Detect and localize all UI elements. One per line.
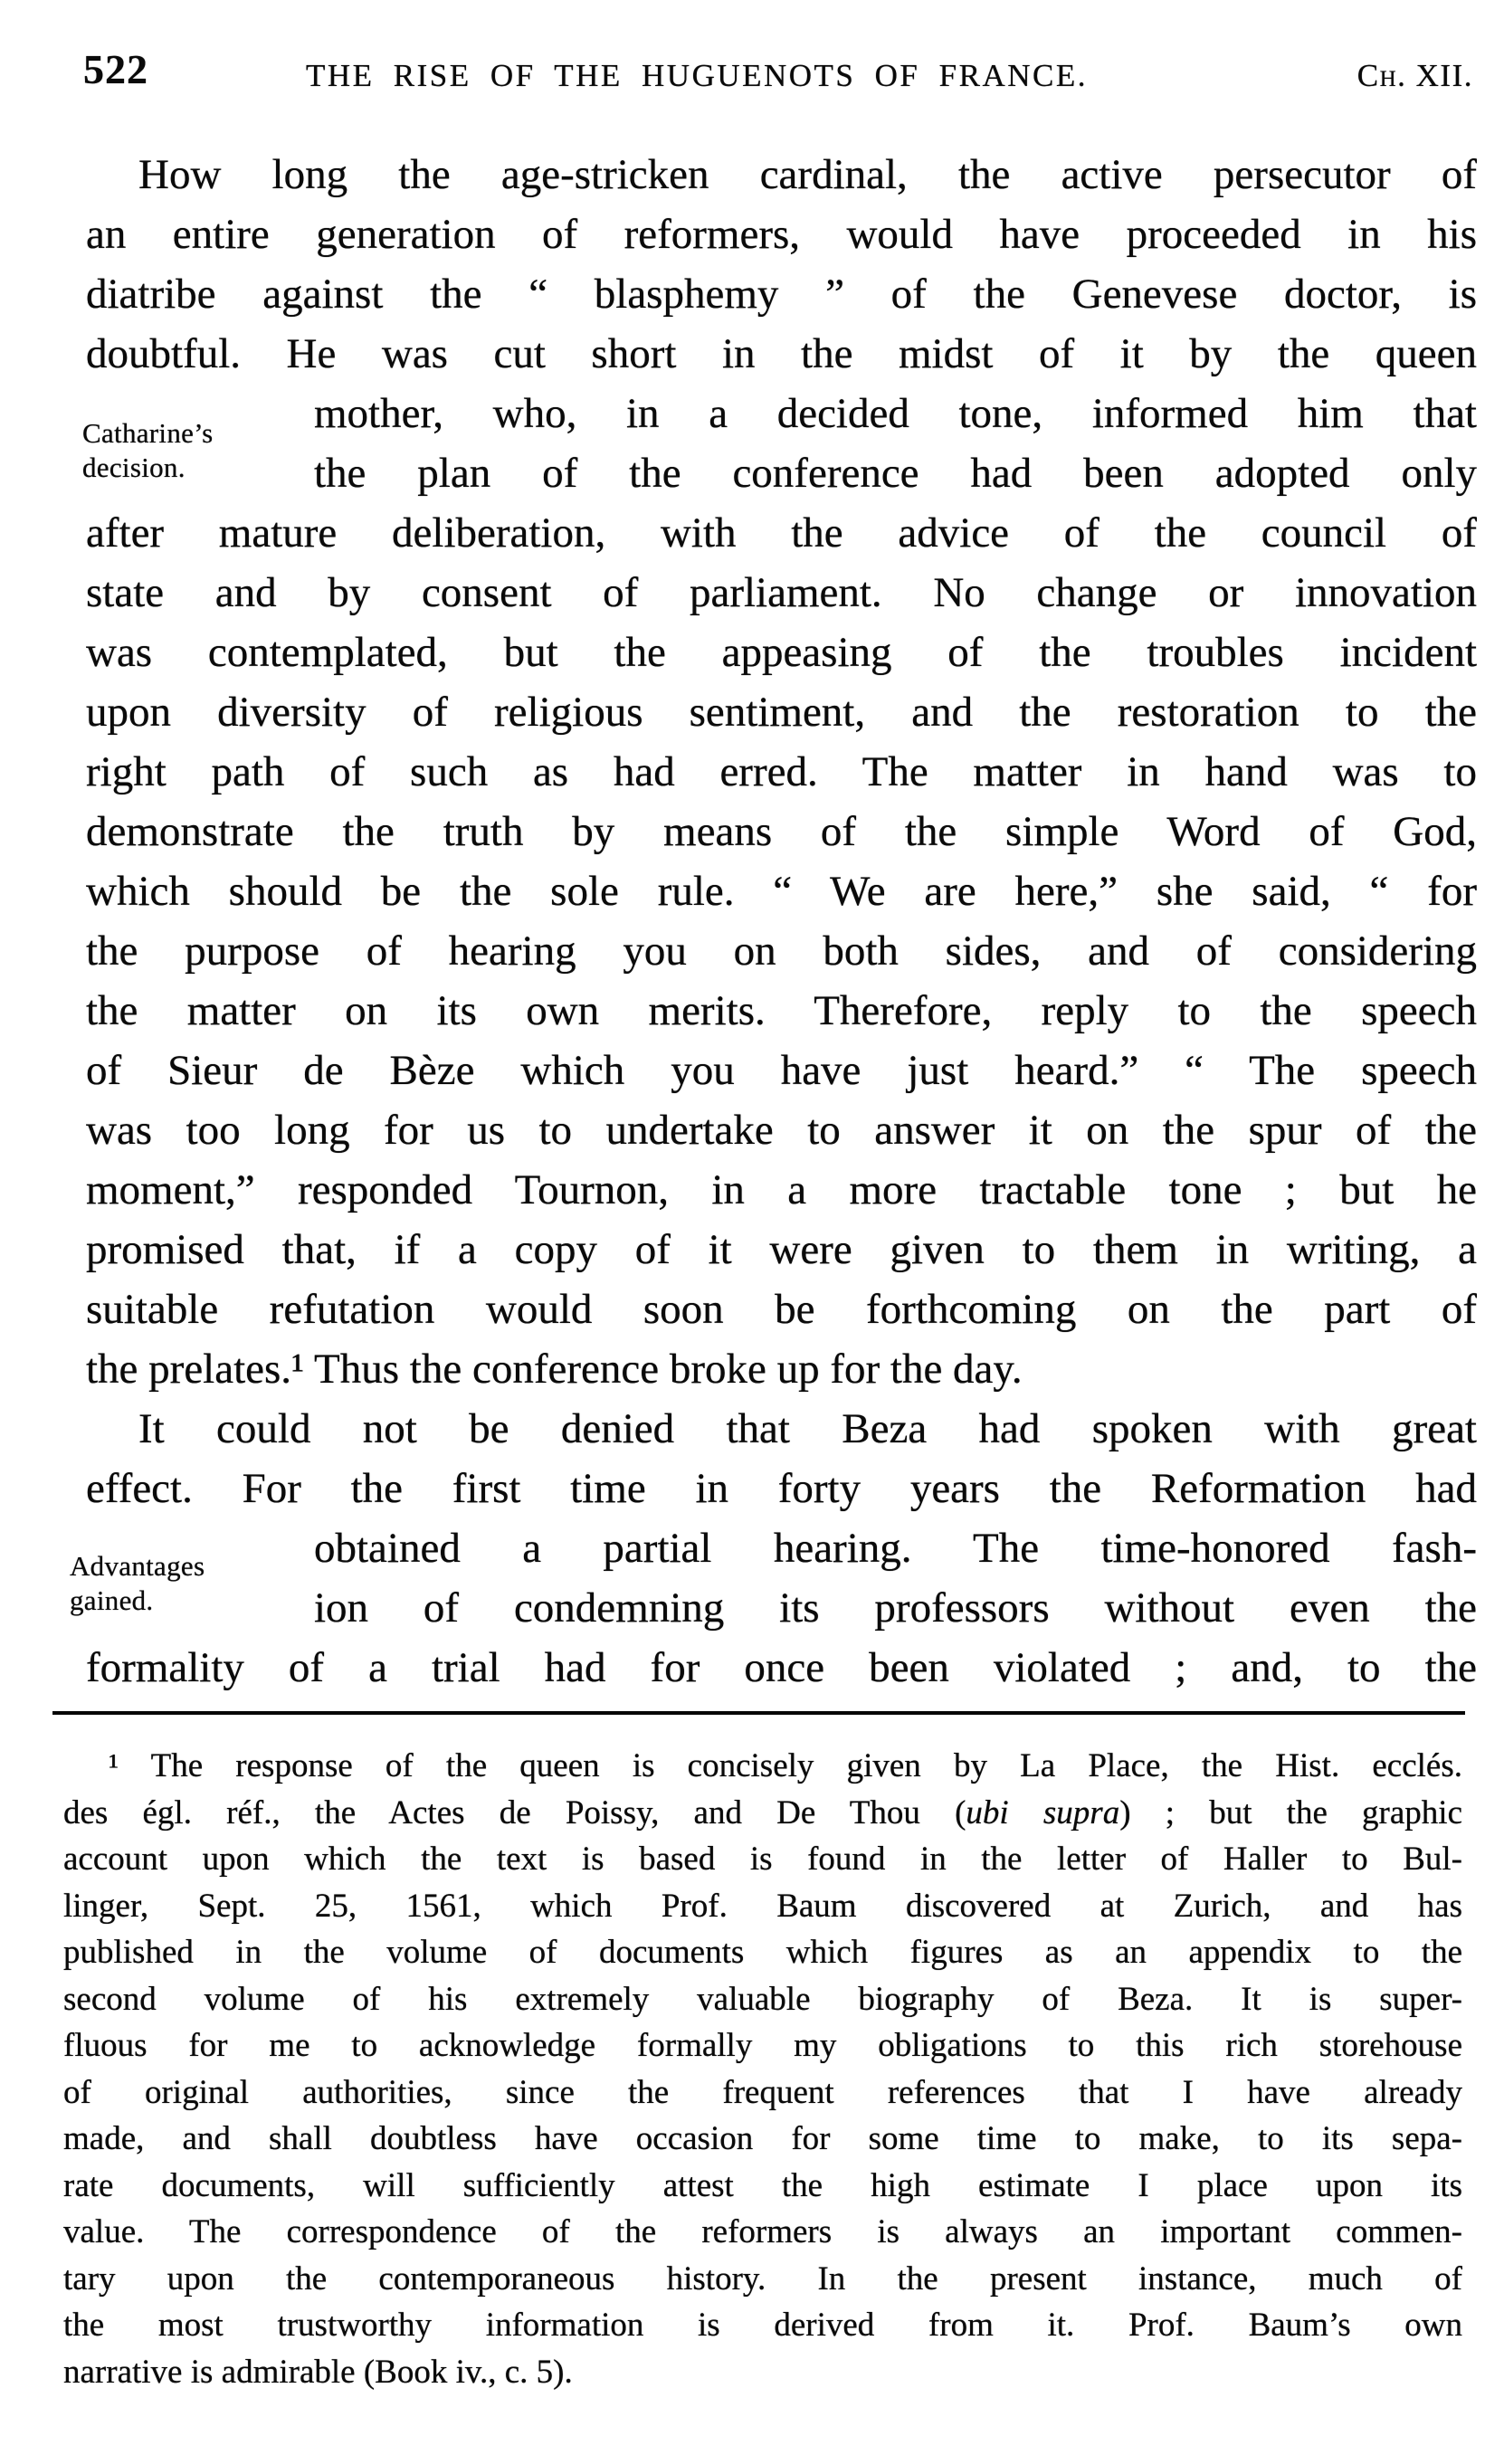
- text-line: second volume of his extremely valuable biography of Beza. It is super-: [63, 1980, 1462, 2018]
- text-line: after mature deliberation, with the advice of the council of: [86, 509, 1477, 557]
- chapter-label: Ch. XII.: [1356, 58, 1473, 93]
- text-line: It could not be denied that Beza had spoken with great: [138, 1405, 1477, 1452]
- text-line: tary upon the contemporaneous history. In the present instance, much of: [63, 2259, 1462, 2298]
- text-line: narrative is admirable (Book iv., c. 5).: [63, 2353, 573, 2391]
- text-line: formality of a trial had for once been violated ; and, to the: [86, 1644, 1477, 1691]
- margin-note: [82, 416, 290, 485]
- body-text: [70, 145, 1477, 1698]
- margin-note: [70, 1549, 278, 1618]
- text-line: ion of condemning its professors without even the: [314, 1584, 1477, 1632]
- footnote: [63, 1743, 1462, 2395]
- text-line: fluous for me to acknowledge formally my obligations to this rich storehouse: [63, 2027, 1462, 2064]
- text-line: obtained a partial hearing. The time-honored fash-: [314, 1525, 1477, 1572]
- text-line: value. The correspondence of the reformers is always an important commen-: [63, 2213, 1462, 2250]
- text-line: mother, who, in a decided tone, informed him that: [314, 390, 1477, 437]
- text-line: diatribe against the “ blasphemy ” of the Genevese doctor, is: [86, 271, 1477, 318]
- text-line: the prelates.¹ Thus the conference broke up for the day.: [86, 1346, 1023, 1393]
- text-line: made, and shall doubtless have occasion for some time to make, to its sepa-: [63, 2120, 1462, 2157]
- text-line: linger, Sept. 25, 1561, which Prof. Baum discovered at Zurich, and has: [63, 1887, 1462, 1925]
- text-line: account upon which the text is based is found in the letter of Haller to Bul-: [63, 1841, 1462, 1878]
- text-line: right path of such as had erred. The matter in hand was to: [86, 748, 1477, 795]
- margin-note-line: Catharine’s: [82, 417, 214, 449]
- text-line: moment,” responded Tournon, in a more tractable tone ; but he: [86, 1166, 1477, 1213]
- text-line: doubtful. He was cut short in the midst of it by the queen: [86, 330, 1477, 377]
- text-line: of Sieur de Bèze which you have just heard.” “ The speech: [86, 1047, 1477, 1094]
- text-run: des égl. réf., the Actes de Poissy, and De Thou (: [63, 1793, 966, 1831]
- paragraph: [86, 145, 1477, 1399]
- text-line: the most trustworthy information is derived from it. Prof. Baum’s own: [63, 2307, 1462, 2344]
- text-run: ) ; but the graphic: [1119, 1793, 1462, 1831]
- text-line: published in the volume of documents which figures as an appendix to the: [63, 1934, 1462, 1971]
- margin-note-line: gained.: [70, 1584, 154, 1616]
- text-line: the plan of the conference had been adopted only: [314, 450, 1477, 497]
- margin-note-line: decision.: [82, 452, 186, 483]
- page-number: 522: [83, 46, 148, 92]
- text-line: of original authorities, since the frequent references that I have already: [63, 2073, 1462, 2111]
- text-line: was contemplated, but the appeasing of the troubles incident: [86, 629, 1477, 676]
- footnote-rule: [52, 1711, 1465, 1715]
- text-line: [63, 1790, 1462, 1837]
- text-line: ¹ The response of the queen is concisely given by La Place, the Hist. ecclés.: [109, 1747, 1462, 1784]
- italic-text-run: ubi supra: [966, 1793, 1120, 1831]
- text-line: suitable refutation would soon be forthcoming on the part of: [86, 1286, 1477, 1333]
- text-line: the matter on its own merits. Therefore, reply to the speech: [86, 987, 1477, 1034]
- text-line: promised that, if a copy of it were given to them in writing, a: [86, 1226, 1477, 1273]
- text-line: upon diversity of religious sentiment, and the restoration to the: [86, 689, 1477, 736]
- text-line: was too long for us to undertake to answer it on the spur of the: [86, 1107, 1477, 1154]
- text-line: effect. For the first time in forty years the Reformation had: [86, 1465, 1477, 1512]
- text-line: How long the age-stricken cardinal, the active persecutor of: [138, 151, 1477, 198]
- margin-note-line: Advantages: [70, 1550, 205, 1582]
- text-line: the purpose of hearing you on both sides, and of considering: [86, 928, 1477, 975]
- text-line: demonstrate the truth by means of the simple Word of God,: [86, 808, 1477, 855]
- text-line: state and by consent of parliament. No change or innovation: [86, 569, 1477, 616]
- text-line: an entire generation of reformers, would have proceeded in his: [86, 211, 1477, 258]
- running-title: THE RISE OF THE HUGUENOTS OF FRANCE.: [306, 58, 1088, 93]
- text-line: which should be the sole rule. “ We are here,” she said, “ for: [86, 868, 1477, 915]
- text-line: rate documents, will sufficiently attest the high estimate I place upon its: [63, 2166, 1462, 2204]
- paragraph: [86, 1399, 1477, 1698]
